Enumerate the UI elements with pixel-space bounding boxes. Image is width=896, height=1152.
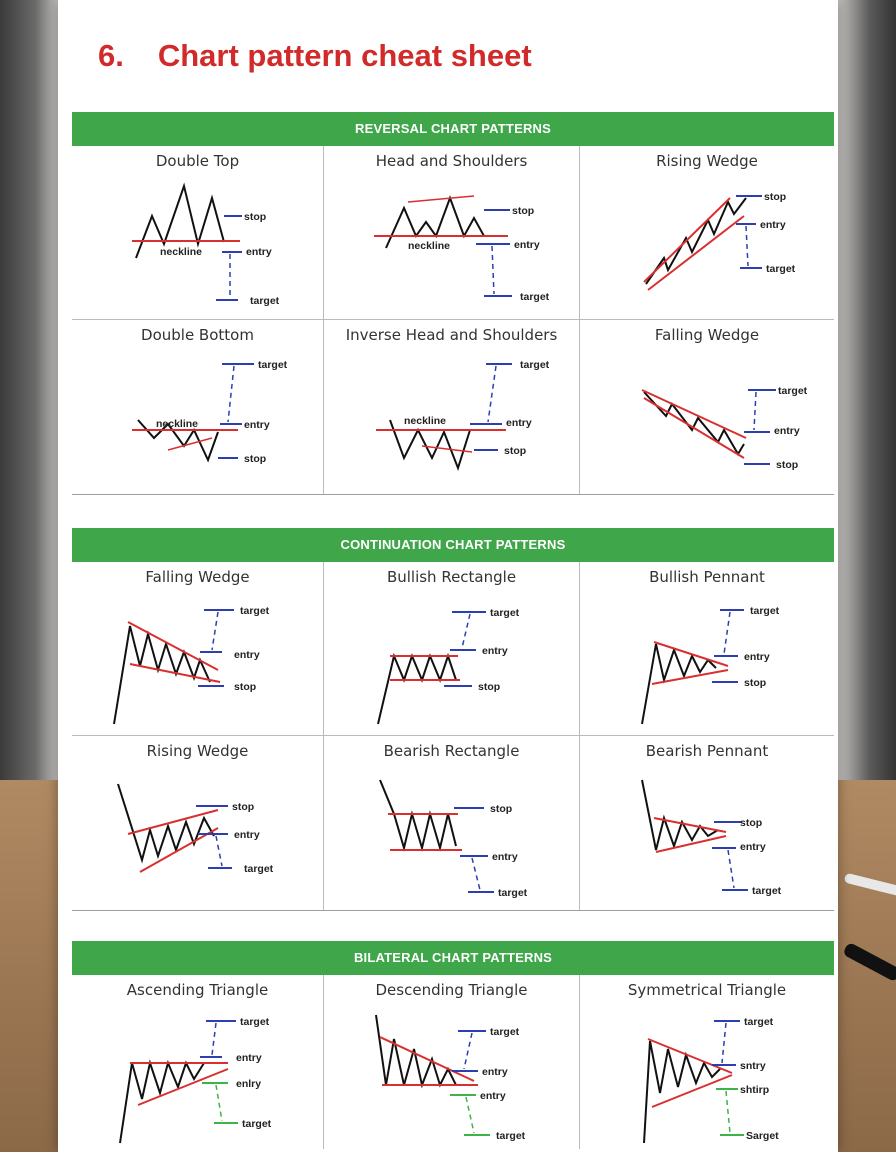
level-label-target: target xyxy=(240,1016,270,1028)
pattern-diagram xyxy=(324,736,580,910)
level-label-target: target xyxy=(490,1026,520,1038)
section-heading: CONTINUATION CHART PATTERNS xyxy=(72,528,834,562)
pattern-double-top xyxy=(72,146,324,320)
pattern-diagram xyxy=(72,146,324,320)
level-label-stop: stop xyxy=(244,453,267,465)
level-label-stop: stop xyxy=(478,681,501,693)
pattern-inverse-head-and-shoulders xyxy=(324,320,580,494)
level-label-target: target xyxy=(240,605,270,617)
pattern-diagram xyxy=(324,320,580,494)
level-label-stop: stop xyxy=(504,445,527,457)
pattern-diagram xyxy=(580,975,834,1149)
level-label-entry: entry xyxy=(482,645,508,657)
section-heading: REVERSAL CHART PATTERNS xyxy=(72,112,834,146)
level-label-sarget: Sarget xyxy=(746,1130,779,1142)
pattern-ascending-triangle xyxy=(72,975,324,1149)
pattern-title: Head and Shoulders xyxy=(375,152,528,170)
level-label-entry: entry xyxy=(514,239,540,251)
level-label-target: target xyxy=(496,1130,526,1142)
pattern-title: Ascending Triangle xyxy=(126,981,269,999)
level-label-entry: entry xyxy=(774,425,800,437)
level-label-target: target xyxy=(250,295,280,307)
level-label-stop: stop xyxy=(776,459,799,471)
level-label-entry: entry xyxy=(480,1090,506,1102)
pattern-diagram xyxy=(72,975,324,1149)
pattern-title: Rising Wedge xyxy=(656,152,758,170)
level-label-sntry: sntry xyxy=(740,1060,766,1072)
level-label-target: target xyxy=(744,1016,774,1028)
pattern-double-bottom xyxy=(72,320,324,494)
level-label-entry: entry xyxy=(234,649,260,661)
pattern-rising-wedge xyxy=(580,146,834,320)
level-label-target: target xyxy=(520,291,550,303)
level-label-target: target xyxy=(750,605,780,617)
pattern-title: Falling Wedge xyxy=(654,326,760,344)
level-label-stop: stop xyxy=(244,211,267,223)
level-label-enlry: enlry xyxy=(236,1078,262,1090)
pattern-diagram xyxy=(324,562,580,736)
pattern-title: Bullish Rectangle xyxy=(386,568,517,586)
level-label-stop: stop xyxy=(234,681,257,693)
pattern-bearish-rectangle xyxy=(324,736,580,910)
level-label-target: target xyxy=(490,607,520,619)
page-title xyxy=(98,38,532,74)
pattern-title: Symmetrical Triangle xyxy=(627,981,787,999)
level-label-entry: entry xyxy=(760,219,786,231)
pattern-falling-wedge xyxy=(580,320,834,494)
pattern-bullish-pennant xyxy=(580,562,834,736)
pattern-diagram xyxy=(580,736,834,910)
level-label-target: target xyxy=(242,1118,272,1130)
level-label-entry: entry xyxy=(740,841,766,853)
level-label-target: target xyxy=(752,885,782,897)
level-label-stop: stop xyxy=(490,803,513,815)
cheat-sheet-page xyxy=(58,0,838,1152)
level-label-neckline: neckline xyxy=(160,246,203,258)
pattern-bearish-pennant xyxy=(580,736,834,910)
pattern-diagram xyxy=(580,320,834,494)
level-label-stop: stop xyxy=(512,205,535,217)
pattern-rising-wedge xyxy=(72,736,324,910)
section-reversal xyxy=(72,112,834,495)
pattern-descending-triangle xyxy=(324,975,580,1149)
level-label-target: target xyxy=(766,263,796,275)
pattern-symmetrical-triangle xyxy=(580,975,834,1149)
level-label-stop: stop xyxy=(764,191,787,203)
pattern-title: Inverse Head and Shoulders xyxy=(345,326,558,344)
level-label-entry: entry xyxy=(492,851,518,863)
level-label-entry: entry xyxy=(246,246,272,258)
level-label-stop: stop xyxy=(740,817,763,829)
level-label-entry: entry xyxy=(234,829,260,841)
level-label-entry: entry xyxy=(506,417,532,429)
pattern-title: Bullish Pennant xyxy=(649,568,765,586)
title-number: 6. xyxy=(98,38,124,73)
pattern-diagram xyxy=(324,146,580,320)
pattern-title: Bearish Rectangle xyxy=(383,742,520,760)
level-label-target: target xyxy=(778,385,808,397)
pattern-diagram xyxy=(580,562,834,736)
pattern-diagram xyxy=(72,320,324,494)
level-label-target: target xyxy=(498,887,528,899)
level-label-entry: entry xyxy=(236,1052,262,1064)
pattern-title: Rising Wedge xyxy=(146,742,249,760)
pattern-head-and-shoulders xyxy=(324,146,580,320)
pattern-title: Descending Triangle xyxy=(375,981,528,999)
level-label-entry: entry xyxy=(244,419,270,431)
level-label-stop: stop xyxy=(232,801,255,813)
pattern-diagram xyxy=(72,562,324,736)
level-label-target: target xyxy=(244,863,274,875)
section-bilateral xyxy=(72,941,834,1149)
level-label-stop: stop xyxy=(744,677,767,689)
pattern-diagram xyxy=(72,736,324,910)
pattern-title: Falling Wedge xyxy=(145,568,250,586)
pattern-title: Double Bottom xyxy=(141,326,254,344)
pattern-title: Double Top xyxy=(155,152,240,170)
level-label-shtirp: shtirp xyxy=(740,1084,770,1096)
level-label-target: target xyxy=(258,359,288,371)
level-label-entry: entry xyxy=(744,651,770,663)
pattern-diagram xyxy=(580,146,834,320)
level-label-neckline: neckline xyxy=(408,240,451,252)
section-heading: BILATERAL CHART PATTERNS xyxy=(72,941,834,975)
section-continuation xyxy=(72,528,834,911)
level-label-target: target xyxy=(520,359,550,371)
level-label-neckline: neckline xyxy=(404,415,447,427)
pattern-diagram xyxy=(324,975,580,1149)
pattern-bullish-rectangle xyxy=(324,562,580,736)
pattern-title: Bearish Pennant xyxy=(645,742,769,760)
title-text: Chart pattern cheat sheet xyxy=(157,38,532,73)
level-label-entry: entry xyxy=(482,1066,508,1078)
pattern-falling-wedge xyxy=(72,562,324,736)
level-label-neckline: neckline xyxy=(156,418,199,430)
